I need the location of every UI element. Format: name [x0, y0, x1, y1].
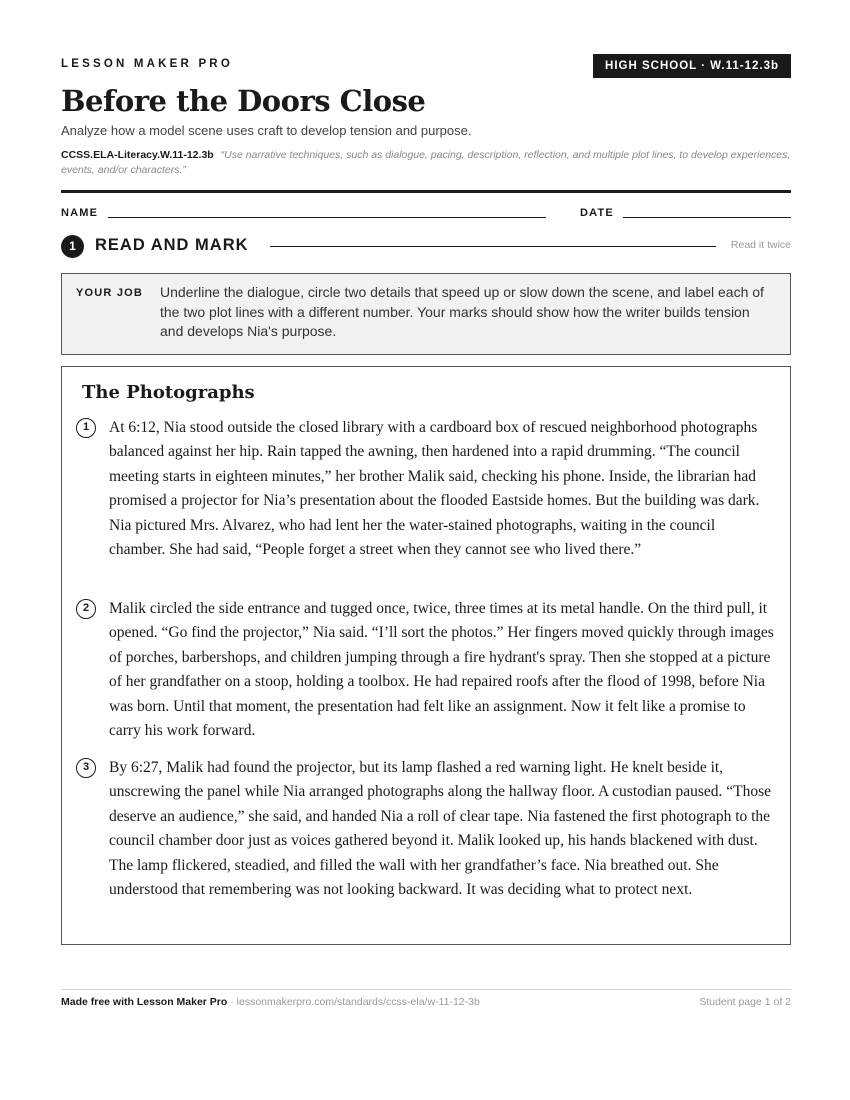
section-number-badge: 1 — [61, 235, 84, 258]
footer-url: · lessonmakerpro.com/standards/ccss-ela/w-11-12-3b — [227, 996, 480, 1008]
paragraph-number: 3 — [76, 758, 96, 778]
paragraph-number: 2 — [76, 599, 96, 619]
standard-code: CCSS.ELA-Literacy.W.11-12.3b — [61, 149, 214, 161]
name-field[interactable] — [108, 217, 546, 218]
story-title: The Photographs — [82, 382, 255, 403]
section-rule — [270, 246, 716, 247]
level-badge: HIGH SCHOOL · W.11-12.3b — [593, 54, 791, 78]
paragraph-text: At 6:12, Nia stood outside the closed library with a cardboard box of rescued neighborhood photographs balanced against her hip. Rain tapped the awning, then hardened into a rapid drumming. “The council meeting starts in eighteen minutes,” her brother Malik said, checking his phone. Inside, the librarian had promised a projector for Nia’s presentation about the flooded Eastside homes. But the building was dark. Nia pictured Mrs. Alvarez, who had lent her the water-stained photographs, waiting in the council chamber. She had said, “People forget a street when they cannot see who lived there.” — [109, 419, 760, 559]
standard-citation — [61, 148, 791, 178]
footer-made-with: Made free with Lesson Maker Pro — [61, 996, 228, 1008]
footer-divider — [61, 989, 791, 990]
instructions-text: Underline the dialogue, circle two details that speed up or slow down the scene, and label each of the two plot lines with a different number. Your marks should show how the writer builds tension and develops Nia's purpose. — [160, 284, 764, 339]
footer-page-number: Student page 1 of 2 — [699, 996, 791, 1008]
standard-quote: “Use narrative techniques, such as dialogue, pacing, description, reflection, and multiple plot lines, to develop experiences, events, and/or characters.” — [61, 149, 791, 176]
footer-credit — [61, 996, 480, 1008]
paragraph-text: By 6:27, Malik had found the projector, but its lamp flashed a red warning light. He knelt beside it, unscrewing the panel while Nia arranged photographs along the hallway floor. A custodian paused. “Those deserve an audience,” she said, and handed Nia a roll of clear tape. Nia fastened the first photograph to the council chamber door just as voices gathered beyond it. Malik looked up, his hands blackened with dust. The lamp flickered, steadied, and filled the wall with her grandfather’s face. Nia breathed out. She understood that remembering was not looking backward. It was deciding what to protect next. — [109, 759, 772, 899]
header-divider — [61, 190, 791, 193]
worksheet-page — [61, 0, 791, 1100]
worksheet-subtitle: Analyze how a model scene uses craft to develop tension and purpose. — [61, 123, 472, 138]
date-field[interactable] — [623, 217, 791, 218]
instructions-label: YOUR JOB — [76, 287, 144, 299]
story-box — [61, 366, 791, 945]
brand-name: LESSON MAKER PRO — [61, 58, 233, 70]
paragraph-number: 1 — [76, 418, 96, 438]
name-label: NAME — [61, 207, 99, 219]
section-hint: Read it twice — [730, 239, 791, 251]
section-title: READ AND MARK — [95, 236, 249, 254]
date-label: DATE — [580, 207, 614, 219]
paragraph-text: Malik circled the side entrance and tugged once, twice, three times at its metal handle. On the third pull, it opened. “Go find the projector,” Nia said. “I’ll sort the photos.” Her fingers moved quickly through images of porches, barbershops, and children jumping through a fire hydrant's spray. Then she stopped at a picture of her grandfather on a stoop, holding a toolbox. He had repaired roofs after the flood of 1998, before Nia was born. Until that moment, the presentation had felt like an assignment. Now it felt like a promise to carry his work forward. — [109, 600, 774, 740]
worksheet-title: Before the Doors Close — [61, 84, 426, 118]
instructions-box — [61, 273, 791, 355]
